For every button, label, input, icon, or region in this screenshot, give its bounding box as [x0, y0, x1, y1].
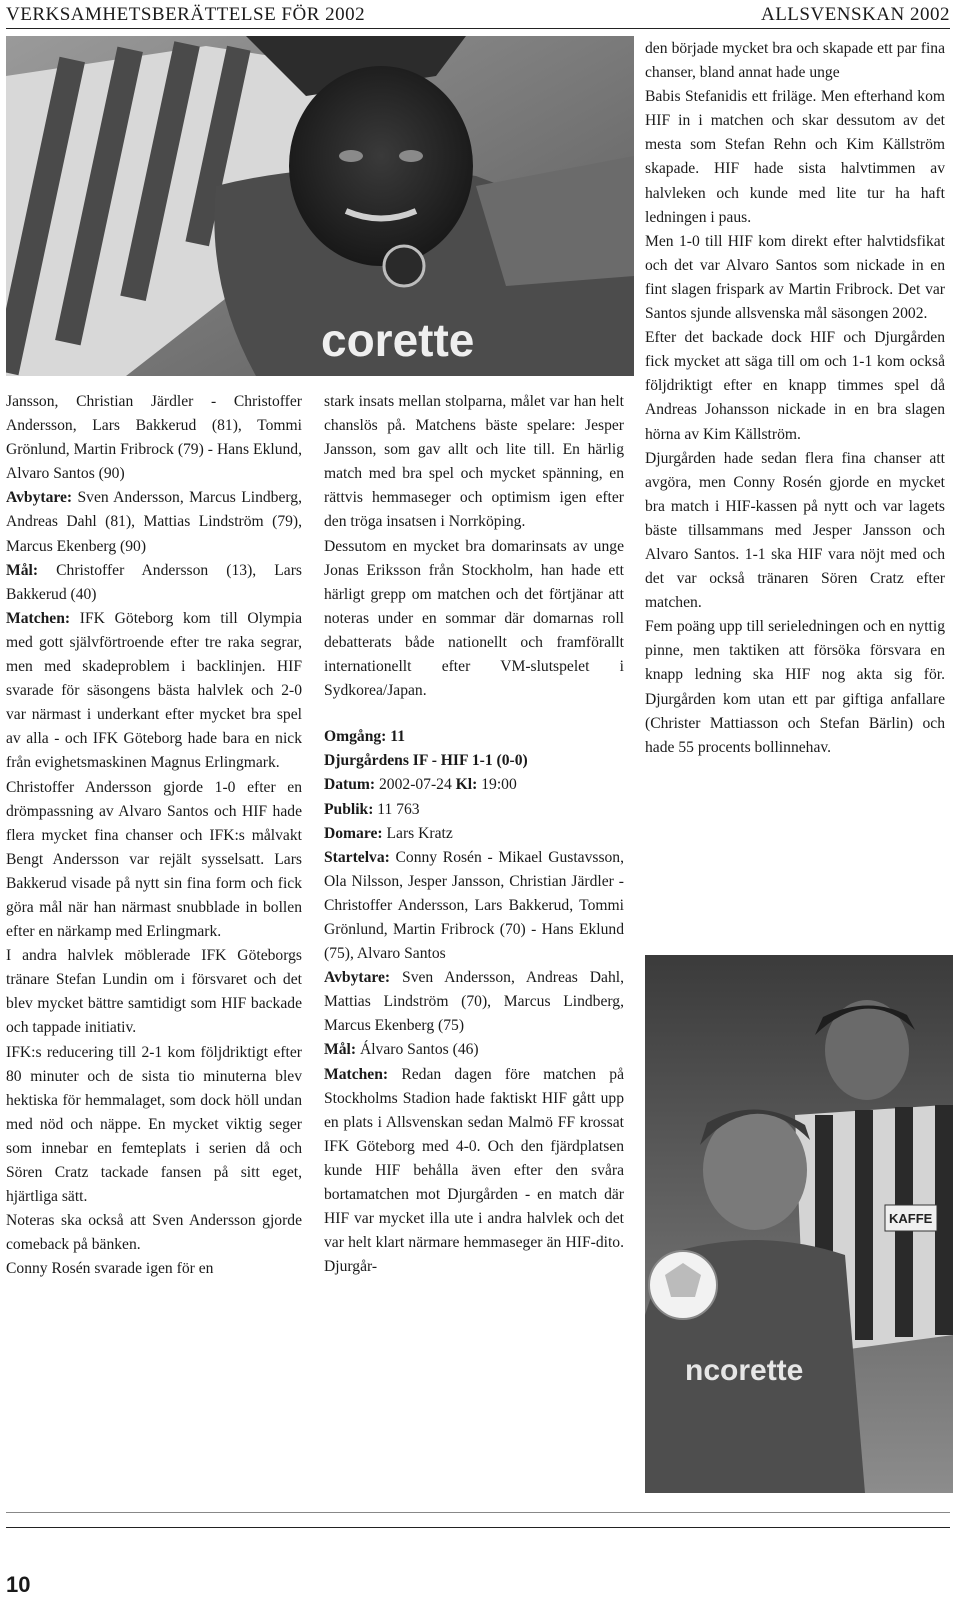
- running-header: [6, 2, 950, 29]
- page-number: 10: [6, 1572, 31, 1597]
- match-round: Omgång: 11: [324, 728, 406, 746]
- header-title-right: ALLSVENSKAN 2002: [760, 4, 950, 25]
- paragraph: den började mycket bra och skapade ett par fina chanser, bland annat hade unge: [645, 40, 945, 82]
- top-photo-illustration: [6, 36, 634, 376]
- paragraph: Babis Stefanidis ett friläge. Men efterhand kom HIF in i matchen och skar dessutom av det mesta som Stefan Rehn och Kim Källström skapade. HIF hade sista halvtimmen av halvleken och kunde med lite tur ha haft ledningen i paus.: [645, 88, 945, 226]
- paragraph: Fem poäng upp till serieledningen och en nyttig pinne, men taktiken att försöka försvara en knapp ledning ska HIF nog akta sig för. Djurgården kom utan ett par giftiga anfallare (Christer Mattiasson och Stefan Bärlin) och hade 55 procents bollinnehav.: [645, 618, 945, 756]
- match-referee: Domare: Lars Kratz: [324, 824, 453, 842]
- column-2: [324, 390, 624, 1279]
- paragraph: Djurgården hade sedan flera fina chanser att avgöra, men Conny Rosén gjorde en mycket bra match i HIF-kassen på nytt och var lagets bäste tillsammans med Jesper Jansson och Alvaro Santos. 1-1 ska HIF vara nöjt med och det var också tränaren Sören Cratz efter matchen.: [645, 449, 945, 612]
- footer-rule: [6, 1527, 950, 1528]
- paragraph: Jansson, Christian Järdler - Christoffer Andersson, Lars Bakkerud (81), Tommi Grönlund, Martin Fribrock (79) - Hans Eklund, Alvaro Santos (90): [6, 393, 302, 483]
- header-title-left: VERKSAMHETSBERÄTTELSE FÖR 2002: [6, 4, 366, 25]
- match-lineup: Startelva: Conny Rosén - Mikael Gustavsson, Ola Nilsson, Jesper Jansson, Christian Järdler - Christoffer Andersson, Lars Bakkerud, Tommi Grönlund, Martin Fribrock (70) - Hans Eklund (75), Alvaro Santos: [324, 848, 624, 963]
- bottom-photo-illustration: [645, 955, 953, 1493]
- paragraph: Avbytare: Sven Andersson, Marcus Lindberg, Andreas Dahl (81), Mattias Lindström (79), Marcus Ekenberg (90): [6, 489, 302, 555]
- sponsor-patch-text: KAFFE: [889, 1211, 933, 1226]
- bottom-photo: [645, 955, 953, 1493]
- paragraph: IFK:s reducering till 2-1 kom följdriktigt efter 80 minuter och de sista tio minuterna blev hektiska för hemmalaget, som dock höll undan med nöd och näppe. En mycket viktig seger som innebar en femteplats i serien då och Sören Cratz tackade fansen på sitt eget, hjärtliga sätt.: [6, 1043, 302, 1206]
- column-1: [6, 390, 302, 1281]
- paragraph: Noteras ska också att Sven Andersson gjorde comeback på bänken.: [6, 1212, 302, 1254]
- match-attendance: Publik: 11 763: [324, 800, 420, 818]
- paragraph: Efter det backade dock HIF och Djurgården fick mycket att säga till om och 1-1 kom också följdriktigt efter en knapp timmes spel då Andreas Johansson nickade in en bra slagen hörna av Kim Källström.: [645, 329, 945, 443]
- paragraph: Mål: Christoffer Andersson (13), Lars Bakkerud (40): [6, 561, 302, 603]
- paragraph: Conny Rosén svarade igen för en: [6, 1260, 214, 1278]
- paragraph: Matchen: IFK Göteborg kom till Olympia med gott självförtroende efter tre raka segrar, men med skadeproblem i backlinjen. HIF svarade för säsongens bästa halvlek och 2-0 var närmast i underkant efter mycket bra spel av alla - och IFK Göteborg hade bara en nick från evighetsmaskinen Magnus Erlingmark.: [6, 609, 302, 772]
- column-3: [645, 37, 945, 760]
- top-photo-jersey-text: corette: [321, 314, 475, 366]
- paragraph: Christoffer Andersson gjorde 1-0 efter en drömpassning av Alvaro Santos och HIF hade flera mycket fina chanser och IFK:s målvakt Bengt Andersson var rejält sysselsatt. Lars Bakkerud visade på nytt sin fina form och fick göra mål när han närmast snubblade in bollen efter en närkamp med Erlingmark.: [6, 778, 302, 941]
- top-photo: [6, 36, 634, 376]
- paragraph: Dessutom en mycket bra domarinsats av unge Jonas Eriksson från Stockholm, han hade ett härligt grepp om matchen och det förtjänar att noteras under en sommar där domarnas roll debatterats både nationellt och framförallt internationellt efter VM-slutspelet i Sydkorea/Japan.: [324, 537, 624, 700]
- bottom-photo-jersey-text: ncorette: [685, 1354, 804, 1387]
- match-goals: Mål: Álvaro Santos (46): [324, 1041, 479, 1059]
- match-date: Datum: 2002-07-24 Kl: 19:00: [324, 776, 517, 794]
- paragraph: stark insats mellan stolparna, målet var han helt chanslös på. Matchens bäste spelare: Jesper Jansson, som gav allt och lite till. En härlig match med bra spel och mycket spänning, en rättvis hemmaseger och optimism igen efter den tröga insatsen i Norrköping.: [324, 393, 624, 531]
- paragraph: Men 1-0 till HIF kom direkt efter halvtidsfikat och det var Alvaro Santos som nickade in en fint slagen frispark av Martin Fribrock. Det var Santos sjunde allsvenska mål säsongen 2002.: [645, 232, 945, 323]
- match-substitutes: Avbytare: Sven Andersson, Andreas Dahl, Mattias Lindström (70), Marcus Lindberg, Marcus Ekenberg (75): [324, 969, 624, 1035]
- match-report: Matchen: Redan dagen före matchen på Stockholms Stadion hade faktiskt HIF gått upp en plats i Allsvenskan sedan Malmö FF krossat IFK Göteborg med 4-0. Och den fjärdplatsen kunde HIF behålla även efter den svåra bortamatchen mot Djurgården - en match där HIF var mycket illa ute i andra halvlek och det var helt klart närmare hemmaseger än HIF-dito. Djurgår-: [324, 1065, 624, 1276]
- match-title: Djurgårdens IF - HIF 1-1 (0-0): [324, 752, 528, 770]
- footer-rule: [6, 1512, 950, 1513]
- paragraph: I andra halvlek möblerade IFK Göteborgs tränare Stefan Lundin om i försvaret och det blev mycket bättre samtidigt som HIF backade och tappade initiativ.: [6, 947, 302, 1037]
